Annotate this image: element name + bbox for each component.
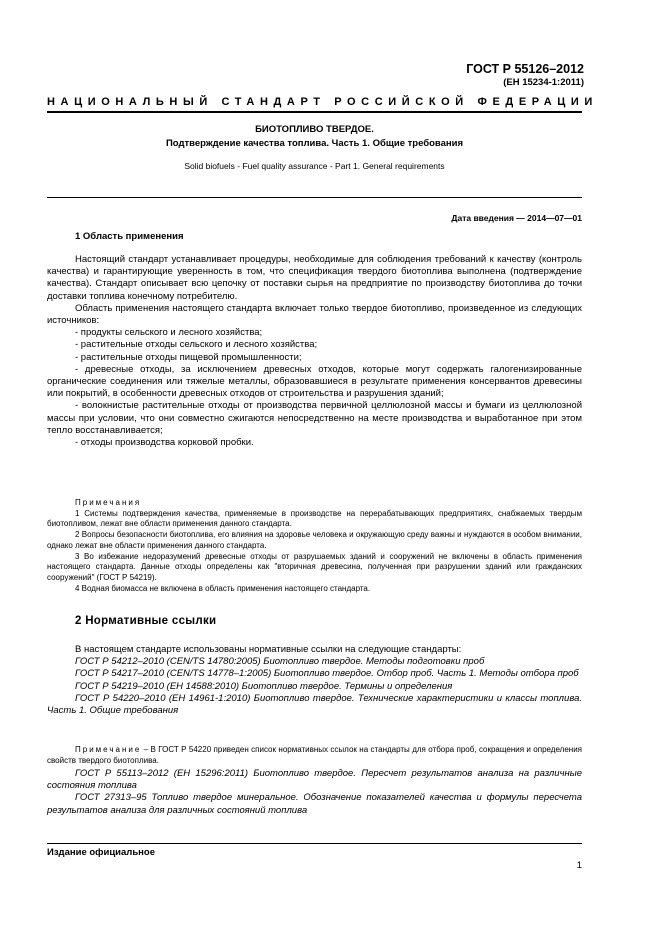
section-2-heading: 2 Нормативные ссылки [75, 615, 217, 627]
scope-sources-paragraph: Область применения настоящего стандарта включает только твердое биотопливо, произведенное из следующих источников: [47, 302, 582, 327]
footer-divider [47, 843, 582, 844]
en-standard-number: (ЕН 15234-1:2011) [503, 77, 584, 88]
title-divider [47, 197, 582, 198]
section-1-notes [47, 498, 582, 594]
reference-item: ГОСТ 27313–95 Топливо твердое минеральное. Обозначение показателей качества и формулы пересчета результатов анализа для различных состояний топлива [47, 792, 582, 816]
source-list-item: - растительные отходы пищевой промышленности; [75, 351, 302, 363]
reference-item: ГОСТ Р 54217–2010 (CEN/TS 14778–1:2005) Биотопливо твердое. Отбор проб. Часть 1. Методы отбора проб [75, 668, 579, 680]
source-list-item: - древесные отходы, за исключением древесных отходов, которые могут содержать галогенизированные органические соединения или тяжелые металлы, образовавшиеся в результате применения консервантов древесины или покрытий, в особенности древесных отходов от строительства и разрушения зданий; [47, 363, 582, 400]
references-note-text [47, 745, 582, 766]
english-title: Solid biofuels - Fuel quality assurance - Part 1. General requirements [184, 161, 445, 171]
scope-paragraph: Настоящий стандарт устанавливает процедуры, необходимые для соблюдения требований к качеству (контроль качества) и гарантирующие уверенность в том, что спецификация твердого биотоплива выполнена (подтверждение качества). Стандарт описывает всю цепочку от поставки сырья на предприятие по производству биотоплива до точки доставки топлива конечному потребителю. [47, 254, 582, 302]
reference-item: ГОСТ Р 55113–2012 (ЕН 15296:2011) Биотопливо твердое. Пересчет результатов анализа на различные состояния топлива [47, 768, 582, 792]
note-item: 2 Вопросы безопасности биотоплива, его влияния на здоровье человека и окружающую среду важны и нуждаются в особом внимании, однако лежат вне области применения данного стандарта. [47, 530, 582, 550]
document-subtitle: Подтверждение качества топлива. Часть 1. Общие требования [165, 138, 464, 149]
note-item: 3 Во избежание недоразумений древесные отходы от разрушаемых зданий и сооружений не включены в область применения настоящего стандарта. Данные отходы определены как "вторичная древесина, полученная при разрушении зданий или гражданских сооружений" (ГОСТ Р 54219). [47, 551, 582, 582]
page-number: 1 [576, 860, 582, 871]
reference-item: ГОСТ Р 54212–2010 (CEN/TS 14780:2005) Биотопливо твердое. Методы подготовки проб [75, 656, 485, 668]
source-list-item: - растительные отходы сельского и лесного хозяйства; [75, 339, 318, 351]
notes-title: Примечания [75, 498, 142, 507]
gost-number: ГОСТ Р 55126–2012 [466, 62, 584, 76]
introduction-date: Дата введения — 2014—07—01 [451, 213, 582, 223]
section-2-references [47, 644, 582, 717]
references-note-label: Примечание [75, 745, 142, 754]
references-note [47, 745, 582, 766]
note-item: 1 Системы подтверждения качества, применяемые в производстве на перерабатывающих предприятиях, снабжаемых твердым биотопливом, лежат вне области применения данного стандарта. [47, 508, 582, 529]
section-2-references-continued [47, 768, 582, 817]
source-list-item: - волокнистые растительные отходы от производства первичной целлюлозной массы и бумаги из целлюлозной массы при условии, что они совместно сжигаются непосредственно на месте производства и выработанное при этом тепло восстанавливается; [47, 400, 582, 436]
references-intro: В настоящем стандарте использованы нормативные ссылки на следующие стандарты: [75, 644, 462, 655]
source-list-item: - продукты сельского и лесного хозяйства; [75, 327, 263, 339]
section-1-heading: 1 Область применения [75, 231, 184, 242]
header-divider [47, 111, 582, 113]
note-item: 4 Водная биомасса не включена в область применения настоящего стандарта. [75, 583, 371, 593]
references-note-body: – В ГОСТ Р 54220 приведен список нормативных ссылок на стандарты для отбора проб, сокращения и определения свойств твердого биотоплива. [47, 745, 582, 765]
document-title: БИОТОПЛИВО ТВЕРДОЕ. [255, 124, 374, 135]
reference-item: ГОСТ Р 54220–2010 (ЕН 14961-1:2010) Биотопливо твердое. Технические характеристики и классы топлива. Часть 1. Общие требования [47, 692, 582, 717]
edition-label: Издание официальное [47, 847, 155, 858]
section-1-body [47, 254, 582, 449]
reference-item: ГОСТ Р 54219–2010 (ЕН 14588:2010) Биотопливо твердое. Термины и определения [75, 680, 453, 692]
national-standard-banner: НАЦИОНАЛЬНЫЙ СТАНДАРТ РОССИЙСКОЙ ФЕДЕРАЦИИ [47, 96, 598, 108]
source-list-item: - отходы производства корковой пробки. [75, 437, 254, 449]
